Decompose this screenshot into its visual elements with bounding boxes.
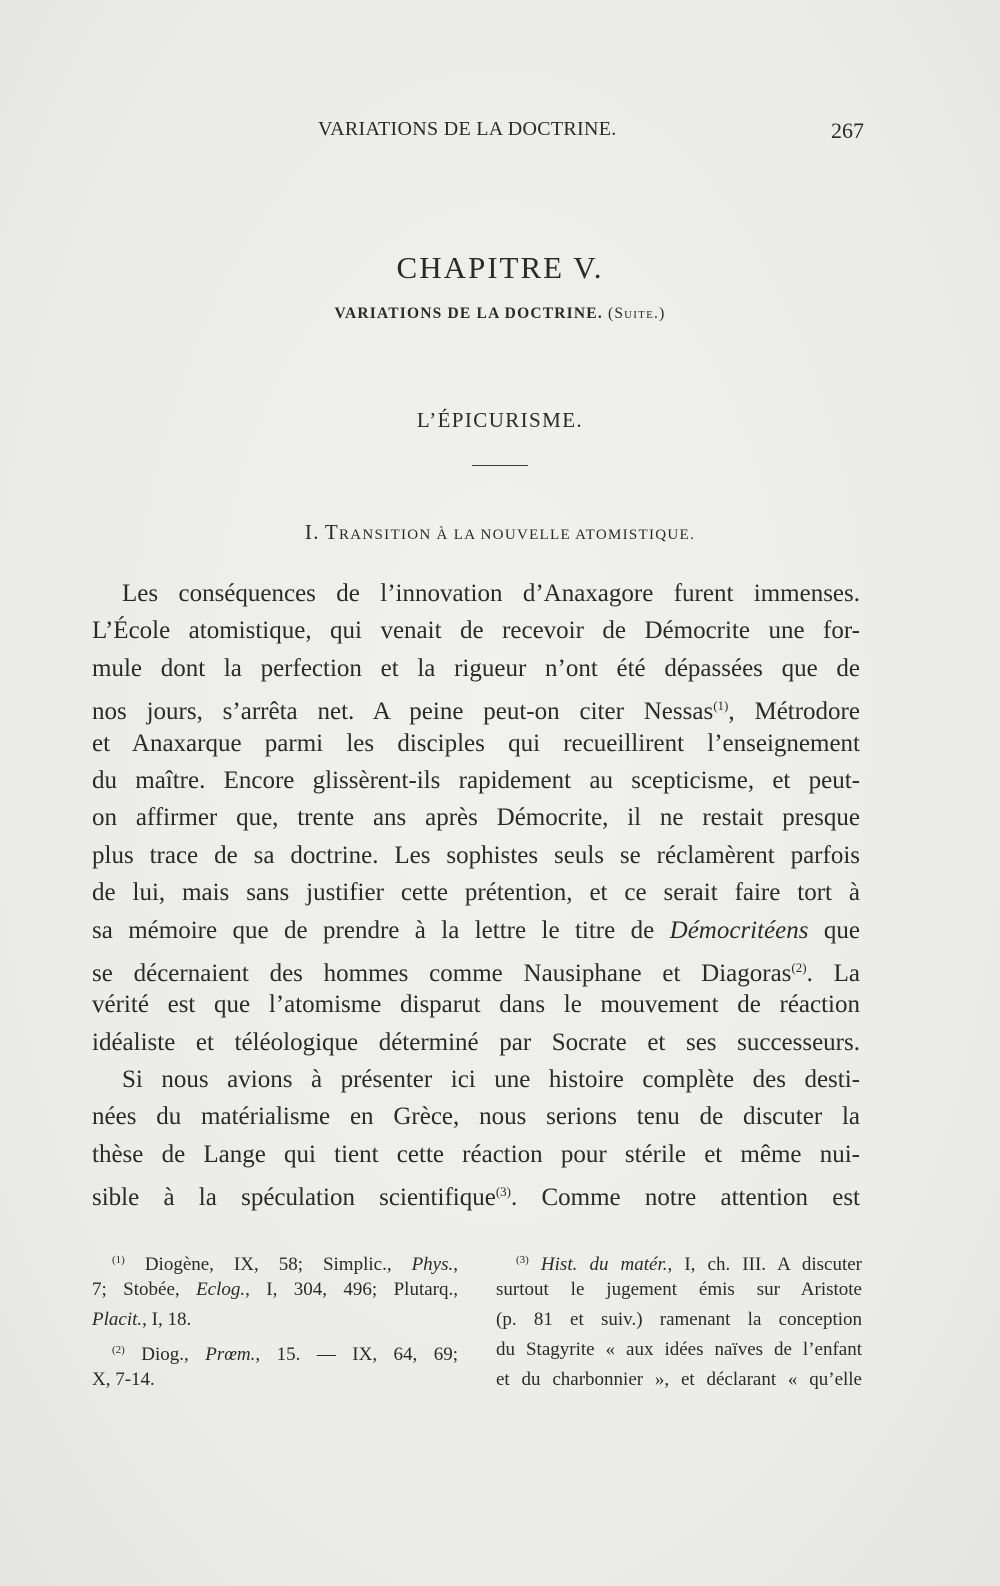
footnote-italic: Placit. [92, 1309, 143, 1330]
footnote-text: surtout le jugement émis sur Aristote [496, 1279, 862, 1300]
body-line [92, 762, 860, 799]
body-line [92, 986, 860, 1023]
body-line-text: sible à la spéculation scientifique [92, 1184, 496, 1212]
body-line [92, 575, 860, 612]
body-line [92, 837, 860, 874]
footnote-italic: Eclog. [196, 1279, 246, 1300]
footnote-text: X, 7-14. [92, 1369, 155, 1390]
running-title: VARIATIONS DE LA DOCTRINE. [318, 118, 617, 140]
subsection-numeral: I. [304, 520, 320, 544]
body-line [92, 912, 860, 949]
section-title: L’ÉPICURISME. [416, 408, 584, 432]
body-line-text: . Comme notre attention est [510, 1184, 860, 1212]
subsection-initial: T [324, 520, 339, 544]
section-divider [472, 465, 528, 466]
chapter-title: CHAPITRE V. [396, 250, 604, 285]
footnote-line [496, 1245, 862, 1275]
footnote-text: , I, 18. [142, 1309, 192, 1330]
body-line-text: vérité est que l’atomisme disparut dans le mouvement de réaction [92, 991, 860, 1019]
body-text [92, 575, 860, 1211]
body-line-text: de lui, mais sans justifier cette prétention, et ce serait faire tort à [92, 879, 860, 907]
body-line [92, 650, 860, 687]
body-line [92, 874, 860, 911]
footnote-text: du Stagyrite « aux idées naïves de l’enfant [496, 1339, 862, 1360]
body-line-text: mule dont la perfection et la rigueur n’ont été dépassées que de [92, 654, 860, 682]
footnote-text: Diogène, IX, 58; Simplic., [124, 1254, 412, 1275]
footnotes-left [92, 1245, 458, 1395]
body-line [92, 1136, 860, 1173]
body-line-text: nées du matérialisme en Grèce, nous serions tenu de discuter la [92, 1103, 860, 1131]
footnote-line [496, 1335, 862, 1365]
footnote-text [529, 1254, 541, 1275]
subtitle-suite: (Suite.) [607, 305, 666, 322]
body-line-text: idéaliste et téléologique déterminé par Socrate et ses successeurs. [92, 1028, 860, 1056]
body-line [92, 725, 860, 762]
footnote-text: 7; Stobée, [92, 1279, 197, 1300]
body-line-text: Les conséquences de l’innovation d’Anaxagore furent immenses. [122, 580, 860, 607]
body-line-text: sa mémoire que de prendre à la lettre le titre de [92, 916, 670, 944]
body-line [92, 1173, 860, 1210]
body-line-text: plus trace de sa doctrine. Les sophistes seuls se réclamèrent parfois [92, 841, 860, 869]
body-line [92, 799, 860, 836]
body-line-text: , Métrodore [728, 698, 860, 726]
footnote-line [92, 1305, 458, 1335]
body-line-text: du maître. Encore glissèrent-ils rapidement au scepticisme, et peut- [92, 766, 860, 794]
footnote-italic: Phys. [411, 1254, 454, 1275]
body-line-text: Si nous avions à présenter ici une histoire complète des desti- [122, 1066, 860, 1094]
footnote-reference: (2) [791, 959, 807, 975]
footnote-line [92, 1275, 458, 1305]
body-line [92, 1098, 860, 1135]
footnote-mark: (3) [516, 1254, 529, 1266]
body-line [92, 1061, 860, 1098]
footnote-line [496, 1275, 862, 1305]
footnote-text: Diog., [124, 1344, 206, 1365]
body-line-text: nos jours, s’arrêta net. A peine peut-on citer Nessas [92, 698, 714, 726]
italic-title: Démocritéens [669, 916, 809, 944]
footnote-text: , 15. — IX, 64, 69; [255, 1344, 459, 1365]
footnote-reference: (1) [713, 698, 729, 714]
body-line [92, 687, 860, 724]
footnote-italic: Prœm. [205, 1344, 256, 1365]
footnote-mark: (2) [112, 1344, 125, 1356]
footnote-text: et du charbonnier », et déclarant « qu’elle [496, 1369, 862, 1390]
body-line-text: on affirmer que, trente ans après Démocrite, il ne restait presque [92, 804, 860, 832]
subsection-rest: RANSITION À LA NOUVELLE ATOMISTIQUE. [338, 527, 696, 543]
footnote-line [496, 1365, 862, 1395]
footnote-line [92, 1365, 458, 1395]
body-line-text: que [808, 916, 860, 944]
footnote-text: , I, 304, 496; Plutarq., [245, 1279, 458, 1300]
footnote-line [92, 1335, 458, 1365]
footnote-italic: Hist. du matér. [540, 1254, 668, 1275]
page-number: 267 [831, 118, 864, 143]
footnote-reference: (3) [495, 1184, 511, 1200]
body-line [92, 612, 860, 649]
body-line-text: L’École atomistique, qui venait de recevoir de Démocrite une for- [92, 617, 860, 645]
footnote-text: , I, ch. III. A discuter [667, 1254, 862, 1275]
chapter-subtitle: VARIATIONS DE LA DOCTRINE. (Suite.) [334, 305, 666, 322]
body-line-text: thèse de Lange qui tient cette réaction pour stérile et même nui- [92, 1140, 860, 1168]
subsection-title [0, 520, 1000, 545]
footnote-line [496, 1305, 862, 1335]
body-line [92, 1024, 860, 1061]
footnote-line [92, 1245, 458, 1275]
body-line-text: se décernaient des hommes comme Nausiphane et Diagoras [92, 959, 792, 987]
footnote-text: (p. 81 et suiv.) ramenant la conception [496, 1309, 862, 1330]
body-line-text: . La [806, 959, 860, 987]
footnotes-right [496, 1245, 862, 1395]
running-head [96, 118, 864, 152]
footnote-mark: (1) [112, 1254, 125, 1266]
footnote-text: , [453, 1254, 458, 1275]
body-line-text: et Anaxarque parmi les disciples qui recueillirent l’enseignement [92, 729, 860, 757]
body-line [92, 949, 860, 986]
